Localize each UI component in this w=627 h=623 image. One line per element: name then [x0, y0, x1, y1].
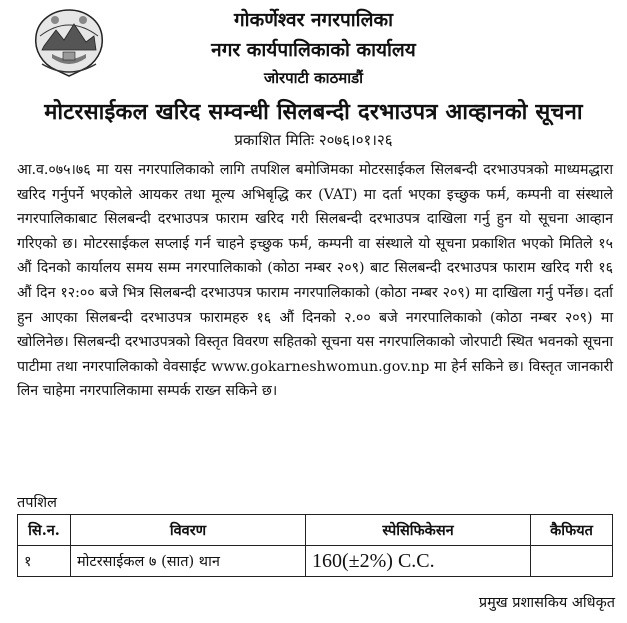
cell-sn: १: [18, 546, 71, 577]
notice-body: आ.व.०७५।७६ मा यस नगरपालिकाको लागि तपशिल बमोजिमका मोटरसाईकल सिलबन्दी दरभाउपत्रको माध्यमद्धारा खरिद गर्नुपर्ने भएकोले आयकर तथा मूल्य अभिबृद्धि कर (VAT) मा दर्ता भएका इच्छुक फर्म, कम्पनी वा संस्थाले नगरपालिकाबाट सिलबन्दी दरभाउपत्र फाराम खरिद गरी सिलबन्दी दरभाउपत्र दाखिला गर्नु हुन यो सूचना आव्हान गरिएको छ। मोटरसाईकल सप्लाई गर्न चाहने इच्छुक फर्म, कम्पनी वा संस्थाले यो सूचना प्रकाशित भएको मितिले १५ औं दिनको कार्यालय समय सम्म नगरपालिकाको (कोठा नम्बर २०९) बाट सिलबन्दी दरभाउपत्र फाराम खरिद गरी १६ औं दिन १२:०० बजे भित्र सिलबन्दी दरभाउपत्र फाराम नगरपालिकाको (कोठा नम्बर २०९) मा दाखिला गर्नु पर्नेछ। दर्ता हुन आएका सिलबन्दी दरभाउपत्र फारामहरु १६ औं दिनको २.०० बजे नगरपालिकाको (कोठा नम्बर २०९) मा खोलिनेछ। सिलबन्दी दरभाउपत्रको विस्तृत विवरण सहितको सूचना यस नगरपालिकाको जोरपाटी स्थित भवनको सूचना पाटीमा तथा नगरपालिकाको वेवसाईट www.gokarneshwomun.gov.np मा हेर्न सकिने छ। विस्तृत जानकारी लिन चाहेमा नगरपालिकामा सम्पर्क राख्न सकिने छ।: [17, 162, 613, 400]
cell-specification: 160(±2%) C.C.: [306, 546, 531, 577]
tapasil-label: तपशिल: [17, 495, 57, 511]
table-header-row: [18, 515, 613, 546]
header-description: विवरण: [71, 515, 306, 546]
published-date: प्रकाशित मितिः २०७६।०१।२६: [234, 131, 393, 149]
header-remarks: कैफियत: [531, 515, 613, 546]
signatory: प्रमुख प्रशासकिय अधिकृत: [478, 595, 615, 611]
notice-title: मोटरसाईकल खरिद सम्वन्धी सिलबन्दी दरभाउपत्र आव्हानको सूचना: [44, 99, 583, 125]
cell-remarks: [531, 546, 613, 577]
office-name: नगर कार्यपालिकाको कार्यालय: [211, 39, 416, 61]
header-sn: सि.न.: [18, 515, 71, 546]
header-specification: स्पेसिफिकेसन: [306, 515, 531, 546]
municipality-name: गोकर्णेश्वर नगरपालिका: [233, 9, 393, 31]
office-location: जोरपाटी काठमाडौं: [263, 69, 364, 87]
cell-description: मोटरसाईकल ७ (सात) थान: [71, 546, 306, 577]
table-row: [18, 546, 613, 577]
specification-table: [17, 514, 613, 577]
